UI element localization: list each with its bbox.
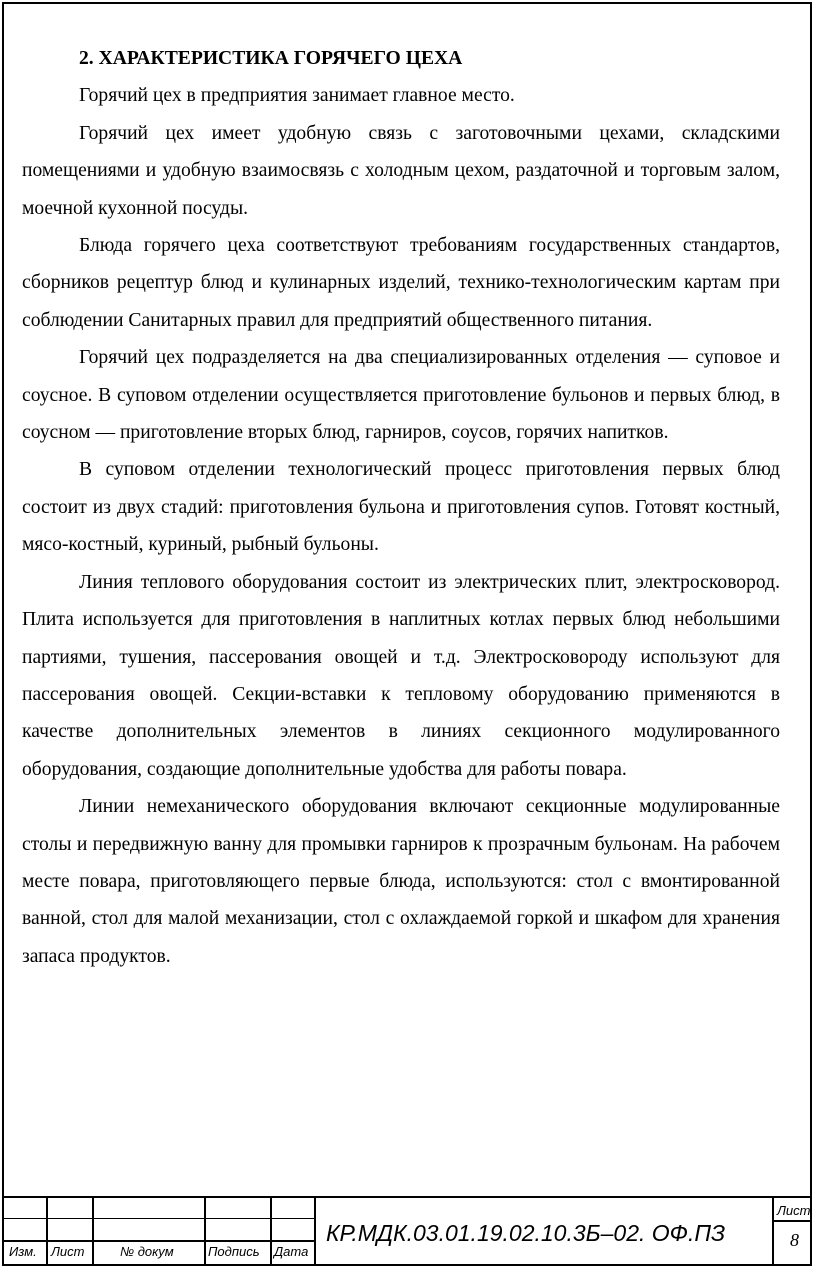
paragraph-5: В суповом отделении технологический процесс приготовления первых блюд состоит из двух стадий: приготовления бульона и приготовления супов. Готовят костный, мясо-костный, куриный, рыбный бульоны. — [22, 459, 780, 556]
paragraph-7: Линии немеханического оборудования включают секционные модулированные столы и передвижную ванну для промывки гарниров к прозрачным бульонам. На рабочем месте повара, приготовляющего первые блюда, используются: стол с вмонтированной ванной, стол для малой механизации, стол с охлаждаемой горкой и шкафом для хранения запаса продуктов. — [22, 796, 780, 967]
label-doc-number: № докум — [120, 1244, 174, 1259]
paragraph-4: Горячий цех подразделяется на два специализированных отделения — суповое и соусное. В суповом отделении осуществляется приготовление бульонов и первых блюд, в соусном — приготовление вторых блюд, гарниров, соусов, горячих напитков. — [22, 347, 780, 444]
stamp-col-line-2 — [92, 1196, 94, 1264]
label-date: Дата — [274, 1244, 309, 1259]
sheet-number: 8 — [790, 1230, 799, 1250]
title-block — [4, 1196, 810, 1264]
stamp-row-line-1 — [4, 1218, 314, 1219]
label-sheet: Лист — [51, 1244, 85, 1259]
stamp-row-line-2 — [4, 1240, 314, 1242]
paragraph-2: Горячий цех имеет удобную связь с заготовочными цехами, складскими помещениями и удобную взаимосвязь с холодным цехом, раздаточной и торговым залом, моечной кухонной посуды. — [22, 122, 780, 219]
label-change: Изм. — [9, 1244, 37, 1259]
stamp-sheet-line — [772, 1220, 810, 1222]
document-body — [22, 40, 780, 975]
label-signature: Подпись — [208, 1244, 260, 1259]
stamp-col-line-5 — [314, 1196, 316, 1264]
stamp-col-line-4 — [270, 1196, 272, 1264]
stamp-col-line-3 — [204, 1196, 206, 1264]
section-heading: 2. ХАРАКТЕРИСТИКА ГОРЯЧЕГО ЦЕХА — [79, 48, 463, 69]
page-frame — [2, 2, 812, 1266]
paragraph-6: Линия теплового оборудования состоит из электрических плит, электросковород. Плита используется для приготовления в наплитных котлах первых блюд небольшими партиями, тушения, пассерования овощей и т.д. Электросковороду используют для пассерования овощей. Секции-вставки к тепловому оборудованию применяются в качестве дополнительных элементов в линиях секционного модулированного оборудования, создающие дополнительные удобства для работы повара. — [22, 571, 780, 780]
stamp-top-line — [4, 1196, 810, 1198]
document-code: КР.МДК.03.01.19.02.10.3Б–02. ОФ.ПЗ — [326, 1220, 726, 1246]
paragraph-1: Горячий цех в предприятия занимает главное место. — [79, 85, 515, 107]
stamp-col-line-6 — [772, 1196, 774, 1264]
stamp-col-line-1 — [46, 1196, 48, 1264]
sheet-label: Лист — [777, 1203, 811, 1218]
paragraph-3: Блюда горячего цеха соответствуют требованиям государственных стандартов, сборников рецептур блюд и кулинарных изделий, технико-технологическим картам при соблюдении Санитарных правил для предприятий общественного питания. — [22, 235, 780, 331]
